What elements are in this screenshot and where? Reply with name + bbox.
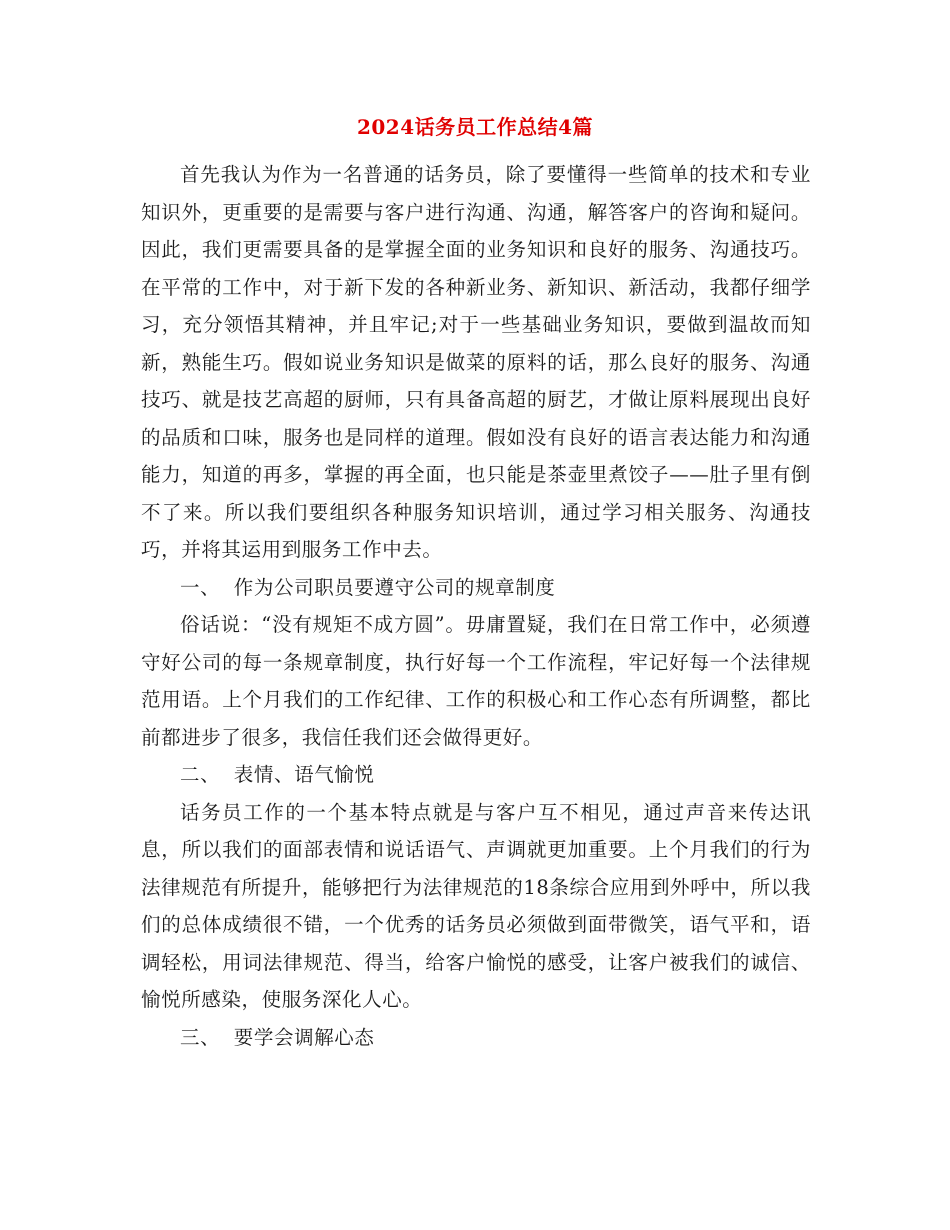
section-heading-2: 二、 表情、语气愉悦	[180, 763, 375, 786]
section-heading-3: 三、 要学会调解心态	[180, 1025, 375, 1049]
document-body	[141, 156, 811, 1056]
paragraph-intro: 首先我认为作为一名普通的话务员，除了要懂得一些简单的技术和专业知识外，更重要的是需要与客户进行沟通、沟通，解答客户的咨询和疑问。因此，我们更需要具备的是掌握全面的业务知识和良好的服务、沟通技巧。在平常的工作中，对于新下发的各种新业务、新知识、新活动，我都仔细学习，充分领悟其精神，并且牢记;对于一些基础业务知识，要做到温故而知新，熟能生巧。假如说业务知识是做菜的原料的话，那么良好的服务、沟通技巧、就是技艺高超的厨师，只有具备高超的厨艺，才做让原料展现出良好的品质和口味，服务也是同样的道理。假如没有良好的语言表达能力和沟通能力，知道的再多，掌握的再全面，也只能是茶壶里煮饺子——肚子里有倒不了来。所以我们要组织各种服务知识培训，通过学习相关服务、沟通技巧，并将其运用到服务工作中去。	[141, 163, 811, 561]
section-heading-1: 一、 作为公司职员要遵守公司的规章制度	[180, 575, 556, 599]
paragraph-section-2: 话务员工作的一个基本特点就是与客户互不相见，通过声音来传达讯息，所以我们的面部表情和说话语气、声调就更加重要。上个月我们的行为法律规范有所提升，能够把行为法律规范的18条综合应用到外呼中，所以我们的总体成绩很不错，一个优秀的话务员必须做到面带微笑，语气平和，语调轻松，用词法律规范、得当，给客户愉悦的感受，让客户被我们的诚信、愉悦所感染，使服务深化人心。	[141, 800, 811, 1011]
paragraph-section-1: 俗话说：“没有规矩不成方圆”。毋庸置疑，我们在日常工作中，必须遵守好公司的每一条规章制度，执行好每一个工作流程，牢记好每一个法律规范用语。上个月我们的工作纪律、工作的积极心和工作心态有所调整，都比前都进步了很多，我信任我们还会做得更好。	[141, 613, 811, 749]
document-title: 2024话务员工作总结4篇	[356, 115, 594, 139]
